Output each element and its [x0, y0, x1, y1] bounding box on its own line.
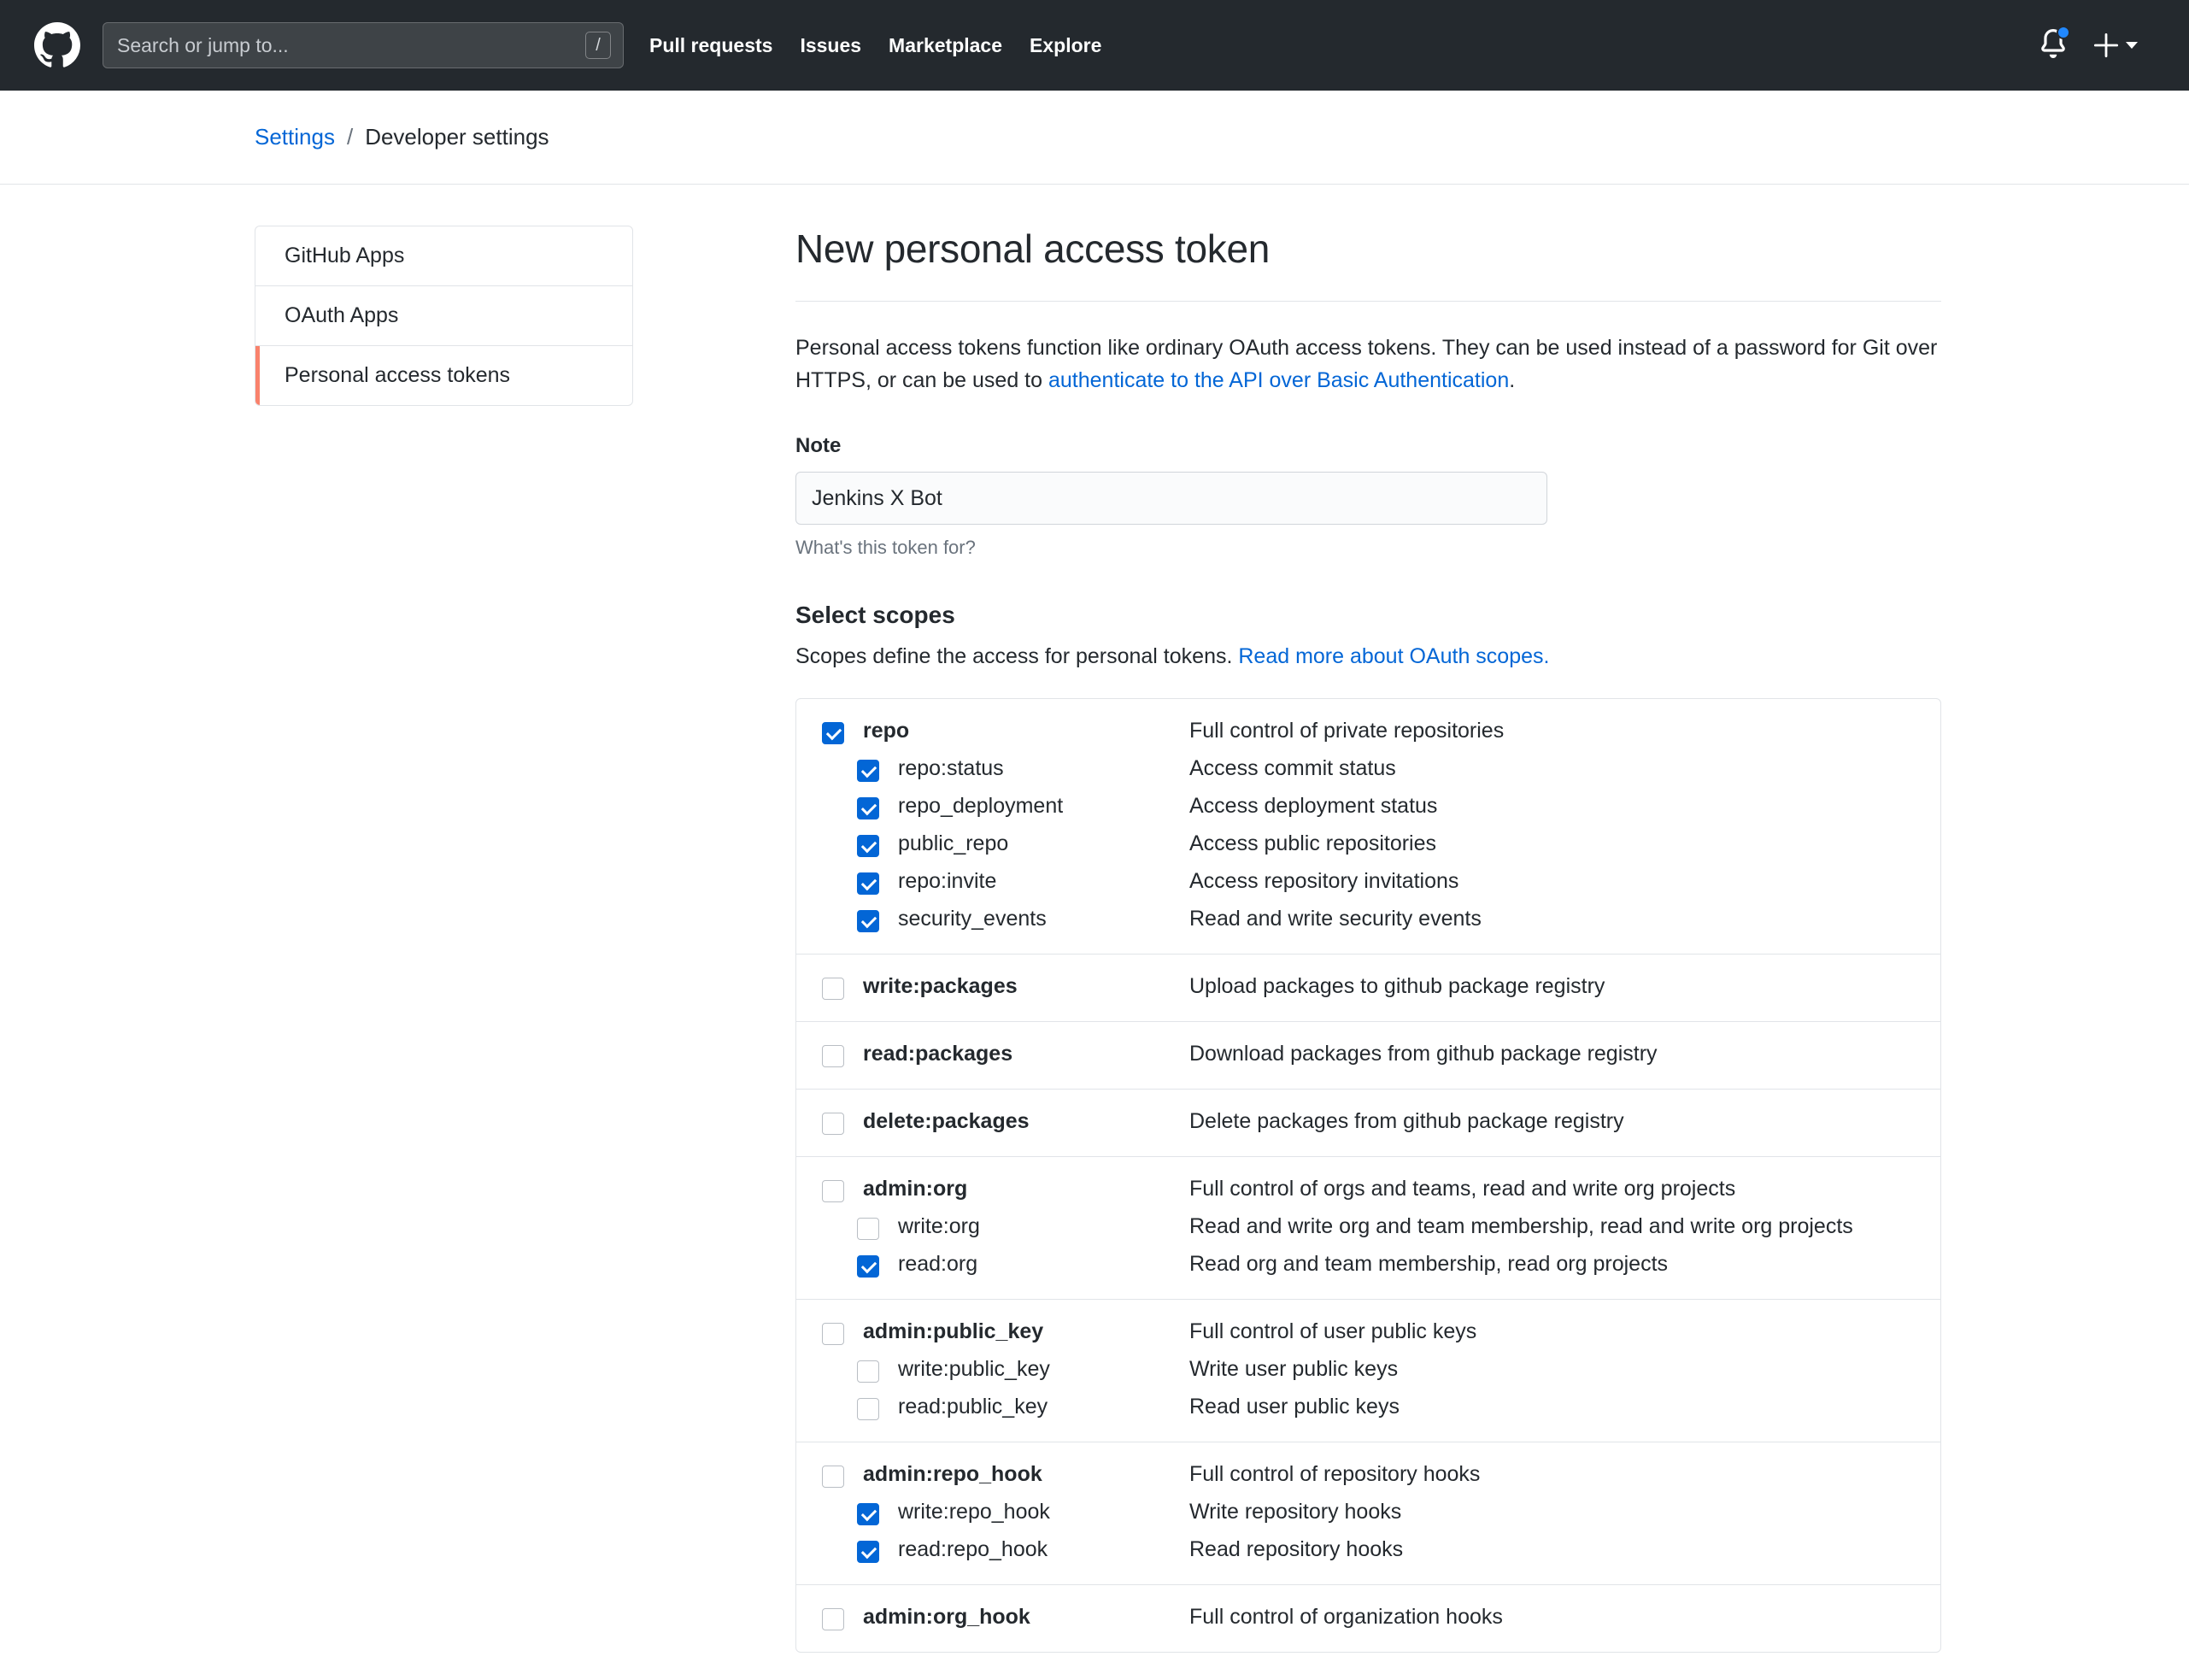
scope-name: admin:org_hook — [863, 1605, 1030, 1629]
header-right-actions — [2039, 29, 2155, 62]
scope-row[interactable] — [796, 788, 1940, 825]
title-divider — [795, 301, 1941, 302]
scope-description: Full control of organization hooks — [1189, 1605, 1503, 1629]
scope-name: admin:public_key — [863, 1319, 1044, 1343]
scope-row[interactable] — [796, 713, 1940, 750]
scope-checkbox-repo-status[interactable] — [857, 760, 879, 782]
breadcrumb-separator: / — [346, 124, 354, 150]
scope-checkbox-repo-invite[interactable] — [857, 872, 879, 895]
scope-description: Full control of private repositories — [1189, 719, 1505, 743]
scope-description: Upload packages to github package registry — [1189, 974, 1605, 998]
main-content — [633, 226, 2189, 1653]
scope-name: write:repo_hook — [898, 1500, 1050, 1524]
scope-name: repo_deployment — [898, 794, 1064, 818]
scope-row[interactable] — [796, 1456, 1940, 1494]
nav-explore[interactable]: Explore — [1030, 33, 1102, 56]
scope-row[interactable] — [796, 1531, 1940, 1569]
scope-name: read:public_key — [898, 1395, 1048, 1419]
scope-description: Full control of repository hooks — [1189, 1462, 1481, 1486]
scope-row[interactable] — [796, 1494, 1940, 1531]
scope-name: security_events — [898, 907, 1047, 931]
scope-checkbox-read-public-key[interactable] — [857, 1398, 879, 1420]
sidebar-item-label: Personal access tokens — [285, 363, 511, 387]
sidebar-item-oauth-apps[interactable] — [255, 286, 632, 346]
scope-name: admin:repo_hook — [863, 1462, 1042, 1486]
scope-row[interactable] — [796, 863, 1940, 901]
sidebar — [255, 226, 633, 1653]
github-mark-icon[interactable] — [34, 22, 80, 68]
primary-nav — [649, 34, 1101, 57]
scope-name: admin:org — [863, 1177, 968, 1201]
developer-settings-menu — [255, 226, 633, 406]
scope-row[interactable] — [796, 1313, 1940, 1351]
scope-row[interactable] — [796, 1351, 1940, 1389]
scope-description: Read org and team membership, read org projects — [1189, 1252, 1669, 1276]
sidebar-item-label: OAuth Apps — [285, 303, 399, 327]
select-scopes-subtext — [795, 644, 1941, 669]
scope-row[interactable] — [796, 1036, 1940, 1073]
scope-name: write:packages — [863, 974, 1018, 998]
scope-name: write:public_key — [898, 1357, 1050, 1381]
scope-checkbox-write-org[interactable] — [857, 1218, 879, 1240]
note-help-text: What's this token for? — [795, 537, 976, 558]
scope-description: Access public repositories — [1189, 831, 1437, 855]
scope-group-repo — [796, 699, 1940, 955]
scope-description: Access deployment status — [1189, 794, 1438, 818]
scope-checkbox-admin-org[interactable] — [822, 1180, 844, 1202]
scope-name: repo:invite — [898, 869, 997, 893]
scope-name: read:repo_hook — [898, 1537, 1048, 1561]
scope-description: Write repository hooks — [1189, 1500, 1402, 1524]
scopes-list — [795, 698, 1941, 1653]
scope-name: read:packages — [863, 1042, 1013, 1066]
search-shortcut-key: / — [585, 32, 611, 59]
intro-text-part2: . — [1509, 367, 1516, 392]
nav-pull-requests[interactable]: Pull requests — [649, 33, 773, 56]
scope-description: Write user public keys — [1189, 1357, 1399, 1381]
search-input[interactable] — [115, 33, 585, 58]
scope-name: delete:packages — [863, 1109, 1030, 1133]
breadcrumb-current: Developer settings — [365, 124, 549, 150]
chevron-down-icon — [2126, 42, 2138, 49]
select-scopes-heading: Select scopes — [795, 602, 955, 628]
scope-checkbox-delete-packages[interactable] — [822, 1113, 844, 1135]
breadcrumb-settings-link[interactable]: Settings — [255, 124, 335, 150]
scope-checkbox-read-repo-hook[interactable] — [857, 1541, 879, 1563]
sidebar-item-personal-access-tokens[interactable] — [255, 346, 632, 405]
scope-checkbox-repo-deployment[interactable] — [857, 797, 879, 819]
scope-checkbox-repo[interactable] — [822, 722, 844, 744]
note-label: Note — [795, 434, 842, 457]
scope-row[interactable] — [796, 968, 1940, 1006]
nav-issues[interactable]: Issues — [800, 33, 862, 56]
scope-row[interactable] — [796, 1599, 1940, 1636]
scope-checkbox-admin-repo-hook[interactable] — [822, 1466, 844, 1488]
oauth-scopes-doc-link[interactable]: Read more about OAuth scopes. — [1238, 644, 1550, 668]
scope-row[interactable] — [796, 825, 1940, 863]
breadcrumb — [0, 91, 2189, 185]
scope-name: public_repo — [898, 831, 1009, 855]
scope-row[interactable] — [796, 1208, 1940, 1246]
scope-checkbox-security-events[interactable] — [857, 910, 879, 932]
scope-row[interactable] — [796, 901, 1940, 938]
scope-checkbox-public-repo[interactable] — [857, 835, 879, 857]
scope-checkbox-read-packages[interactable] — [822, 1045, 844, 1067]
scope-group-admin-repo-hook — [796, 1442, 1940, 1585]
intro-text-part1: Personal access tokens function like ordinary OAuth access tokens. They can be used instead of a password for Git over HTTPS, or can be used to — [795, 336, 1938, 392]
scope-checkbox-admin-org-hook[interactable] — [822, 1608, 844, 1630]
scope-description: Delete packages from github package registry — [1189, 1109, 1624, 1133]
scope-group-admin-org — [796, 1157, 1940, 1300]
scope-group-write-packages — [796, 955, 1940, 1022]
scope-description: Access repository invitations — [1189, 869, 1459, 893]
sidebar-item-github-apps[interactable] — [255, 226, 632, 286]
scope-description: Read user public keys — [1189, 1395, 1400, 1419]
scope-description: Read and write security events — [1189, 907, 1482, 931]
scope-row[interactable] — [796, 1171, 1940, 1208]
scope-row[interactable] — [796, 750, 1940, 788]
scope-name: repo — [863, 719, 910, 743]
scope-group-admin-public-key — [796, 1300, 1940, 1442]
scope-checkbox-admin-public-key[interactable] — [822, 1323, 844, 1345]
scope-name: repo:status — [898, 756, 1004, 780]
scope-checkbox-read-org[interactable] — [857, 1255, 879, 1278]
create-new-menu[interactable] — [2093, 32, 2138, 58]
page-title: New personal access token — [795, 226, 1271, 271]
scope-group-delete-packages — [796, 1090, 1940, 1157]
nav-marketplace[interactable]: Marketplace — [889, 33, 1003, 56]
scope-description: Full control of orgs and teams, read and write org projects — [1189, 1177, 1736, 1201]
scope-description: Download packages from github package registry — [1189, 1042, 1658, 1066]
scope-description: Read repository hooks — [1189, 1537, 1404, 1561]
scope-group-admin-org-hook — [796, 1585, 1940, 1652]
intro-paragraph — [795, 332, 1941, 397]
scope-name: read:org — [898, 1252, 978, 1276]
notification-indicator — [2057, 26, 2070, 39]
scope-description: Read and write org and team membership, read and write org projects — [1189, 1214, 1853, 1238]
scope-description: Access commit status — [1189, 756, 1396, 780]
search-box[interactable] — [103, 22, 624, 68]
scope-group-read-packages — [796, 1022, 1940, 1090]
scopes-sub-part1: Scopes define the access for personal tokens. — [795, 644, 1239, 668]
plus-icon — [2093, 32, 2119, 58]
scope-checkbox-write-packages[interactable] — [822, 978, 844, 1000]
bell-icon[interactable] — [2039, 29, 2068, 62]
basic-auth-doc-link[interactable]: authenticate to the API over Basic Authentication — [1048, 367, 1510, 392]
scope-description: Full control of user public keys — [1189, 1319, 1477, 1343]
sidebar-item-label: GitHub Apps — [285, 244, 405, 267]
scope-row[interactable] — [796, 1389, 1940, 1426]
scope-checkbox-write-public-key[interactable] — [857, 1360, 879, 1383]
global-header — [0, 0, 2189, 91]
scope-row[interactable] — [796, 1246, 1940, 1283]
scope-name: write:org — [898, 1214, 980, 1238]
page-body — [0, 185, 2189, 1653]
scope-row[interactable] — [796, 1103, 1940, 1141]
scope-checkbox-write-repo-hook[interactable] — [857, 1503, 879, 1525]
note-input[interactable] — [795, 472, 1547, 525]
